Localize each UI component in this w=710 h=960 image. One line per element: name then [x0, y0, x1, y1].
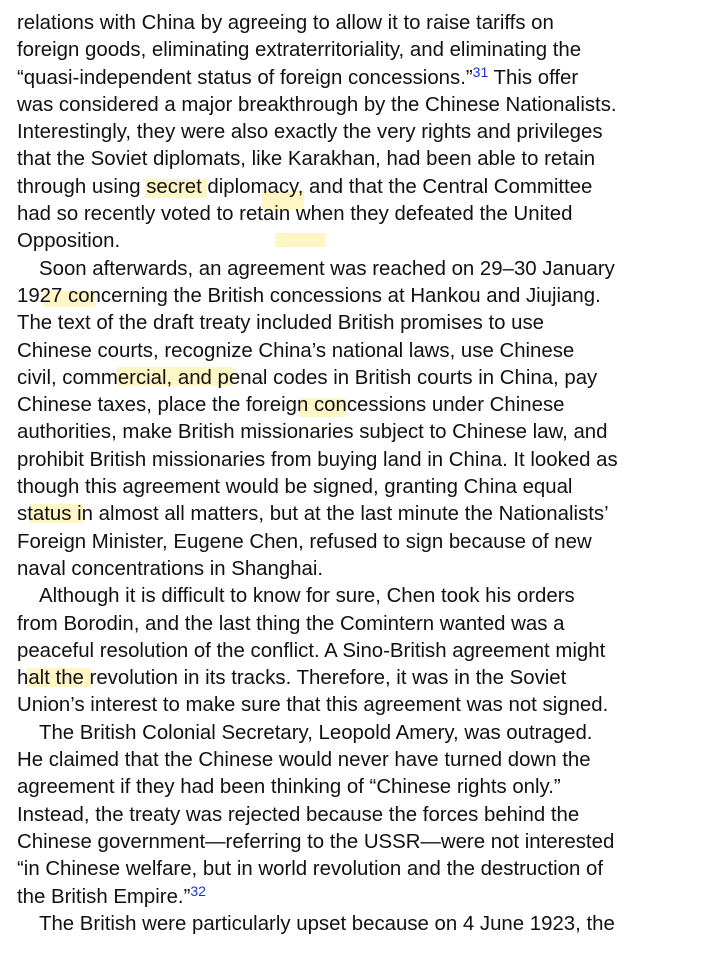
highlight-mark	[275, 233, 325, 247]
text-line: Chinese courts, recognize China’s national laws, use Chinese	[17, 339, 575, 362]
text-line: prohibit British missionaries from buying land in China. It looked as	[17, 448, 618, 471]
text-line: status in almost all matters, but at the last minute the Nationalists’	[17, 503, 609, 526]
text-line: naval concentrations in Shanghai.	[17, 557, 324, 580]
text-line: 1927 concerning the British concessions at Hankou and Jiujiang.	[17, 284, 601, 307]
text-line: The text of the draft treaty included British promises to use	[17, 312, 545, 335]
text-line: “in Chinese welfare, but in world revolution and the destruction of	[17, 858, 603, 881]
text-line: Chinese taxes, place the foreign concessions under Chinese	[17, 394, 565, 417]
text-line: Union’s interest to make sure that this agreement was not signed.	[17, 694, 609, 717]
text-line: Opposition.	[17, 228, 707, 255]
footnote-link-31[interactable]: 31	[472, 63, 489, 80]
text-line: had so recently voted to retain when they defeated the United	[17, 201, 707, 228]
text-line: Chinese government—referring to the USSR—were not interested	[17, 830, 615, 853]
text-line: agreement if they had been thinking of “Chinese rights only.”	[17, 776, 561, 799]
text-line: He claimed that the Chinese would never have turned down the	[17, 749, 591, 772]
text-line: Soon afterwards, an agreement was reached on 29–30 January	[39, 257, 615, 280]
footnote-link-32[interactable]: 32	[190, 882, 206, 899]
text-line: Foreign Minister, Eugene Chen, refused to sign because of new	[17, 530, 592, 553]
text-line: from Borodin, and the last thing the Comintern wanted was a	[17, 612, 565, 635]
text-line: authorities, make British missionaries subject to Chinese law, and	[17, 421, 608, 444]
text-line: The British were particularly upset because on 4 June 1923, the	[39, 912, 615, 935]
text-line: though this agreement would be signed, granting China equal	[17, 476, 573, 499]
document-page	[17, 10, 707, 938]
text-line: peaceful resolution of the conflict. A Sino-British agreement might	[17, 639, 606, 662]
text-line: the British Empire.”$^{32}$	[17, 882, 206, 908]
text-line: relations with China by agreeing to allow it to raise tariffs on	[17, 12, 554, 34]
text-line: Interestingly, they were also exactly the very rights and privileges	[17, 121, 603, 144]
text-line: foreign goods, eliminating extraterritoriality, and eliminating the	[17, 39, 582, 62]
text-line: Instead, the treaty was rejected because the forces behind the	[17, 803, 580, 826]
text-line: civil, commercial, and penal codes in British courts in China, pay	[17, 366, 598, 389]
text-line: halt the revolution in its tracks. Therefore, it was in the Soviet	[17, 667, 567, 690]
text-line: Although it is difficult to know for sure, Chen took his orders	[39, 585, 575, 608]
text-line: The British Colonial Secretary, Leopold Amery, was outraged.	[39, 721, 593, 744]
text-line: that the Soviet diplomats, like Karakhan, had been able to retain	[17, 148, 596, 171]
text-line: through using secret diplomacy, and that the Central Committee	[17, 175, 593, 198]
text-line: “quasi-independent status of foreign concessions.”$^{31}$ This offer	[17, 63, 579, 89]
text-line: was considered a major breakthrough by the Chinese Nationalists.	[17, 93, 617, 116]
